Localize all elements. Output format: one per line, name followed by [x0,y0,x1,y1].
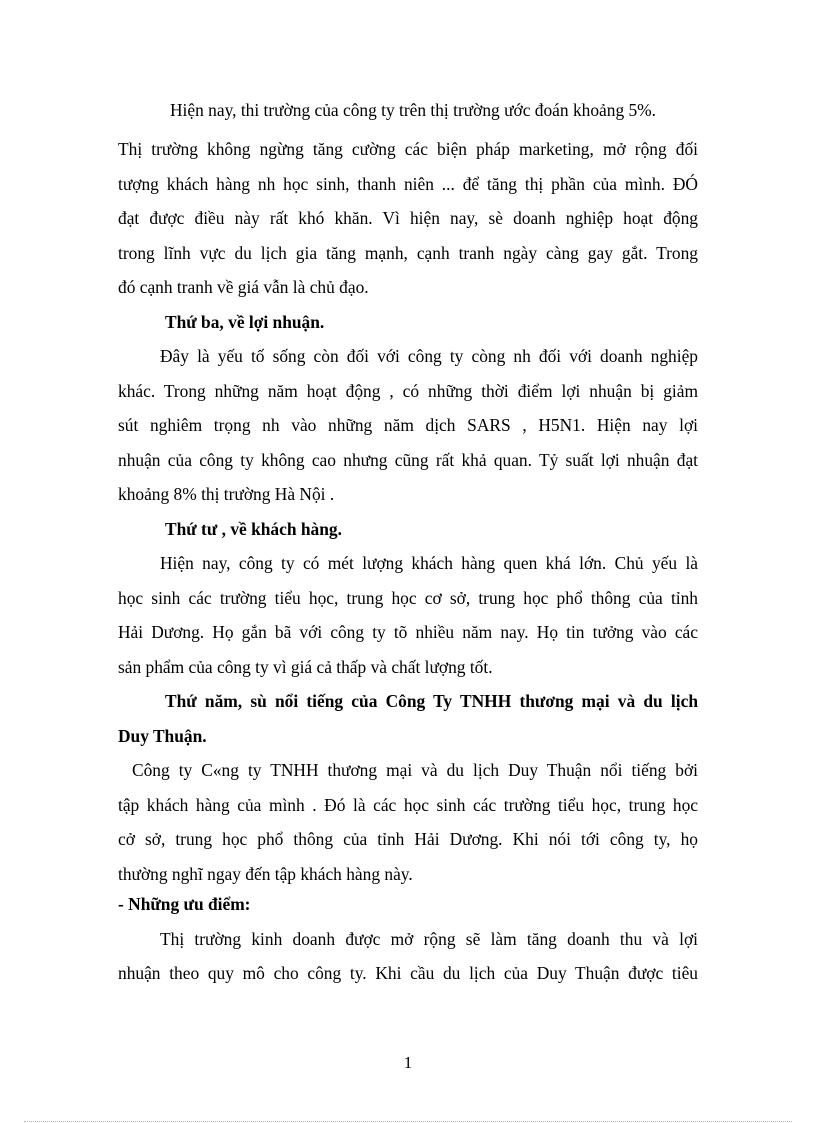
section-heading: Thứ ba, về lợi nhuận. [165,312,325,332]
paragraph-line: cở sở, trung học phổ thông của tỉnh Hải Dương. Khi nói tới công ty, họ [118,829,698,849]
section-heading: Duy Thuận. [118,726,207,746]
paragraph-line: tượng khách hàng nh học sinh, thanh niên ... để tăng thị phần của mình. ĐÓ [118,174,698,194]
paragraph-line: Hải Dương. Họ gắn bã với công ty tõ nhiều năm nay. Họ tin tưởng vào các [118,622,698,642]
paragraph-line: Công ty C«ng ty TNHH thương mại và du lịch Duy Thuận nổi tiếng bởi [132,760,698,780]
paragraph-line: tập khách hàng của mình . Đó là các học sinh các trường tiểu học, trung học [118,795,698,815]
paragraph-line: Hiện nay, công ty có mét lượng khách hàng quen khá lớn. Chủ yếu là [160,553,698,573]
paragraph-line: khác. Trong những năm hoạt động , có những thời điểm lợi nhuận bị giảm [118,381,698,401]
paragraph-line: trong lĩnh vực du lịch gia tăng mạnh, cạnh tranh ngày càng gay gắt. Trong [118,243,698,263]
paragraph-line: Đây là yếu tố sống còn đối với công ty còng nh đối với doanh nghiệp [160,346,698,366]
paragraph-line: thường nghĩ ngay đến tập khách hàng này. [118,864,413,884]
page-number: 1 [403,1053,413,1072]
paragraph-line: nhuận theo quy mô cho công ty. Khi cầu du lịch của Duy Thuận được tiêu [118,963,698,983]
paragraph-line: học sinh các trường tiểu học, trung học cơ sở, trung học phổ thông của tỉnh [118,588,698,608]
paragraph-line: Thị trường không ngừng tăng cường các biện pháp marketing, mở rộng đối [118,139,698,159]
section-heading: Thứ tư , về khách hàng. [165,519,342,539]
paragraph-line: Thị trường kinh doanh được mở rộng sẽ làm tăng doanh thu và lợi [160,929,698,949]
paragraph-line: khoảng 8% thị trường Hà Nội . [118,484,335,504]
paragraph-line: sản phẩm của công ty vì giá cả thấp và chất lượng tốt. [118,657,493,677]
section-heading: Thứ năm, sù nổi tiếng của Công Ty TNHH thương mại và du lịch [165,691,698,711]
paragraph-line: sút nghiêm trọng nh vào những năm dịch SARS , H5N1. Hiện nay lợi [118,415,698,435]
paragraph-line: nhuận của công ty không cao nhưng cũng rất khả quan. Tỷ suất lợi nhuận đạt [118,450,698,470]
list-heading: - Những ưu điểm: [118,894,251,914]
page-bottom-divider [24,1121,792,1122]
paragraph-line: Hiện nay, thi trường của công ty trên thị trường ước đoán khoảng 5%. [170,100,657,120]
paragraph-line: đạt được điều này rất khó khăn. Vì hiện nay, sè doanh nghiệp hoạt động [118,208,698,228]
paragraph-line: đó cạnh tranh về giá vẫn là chủ đạo. [118,277,369,297]
